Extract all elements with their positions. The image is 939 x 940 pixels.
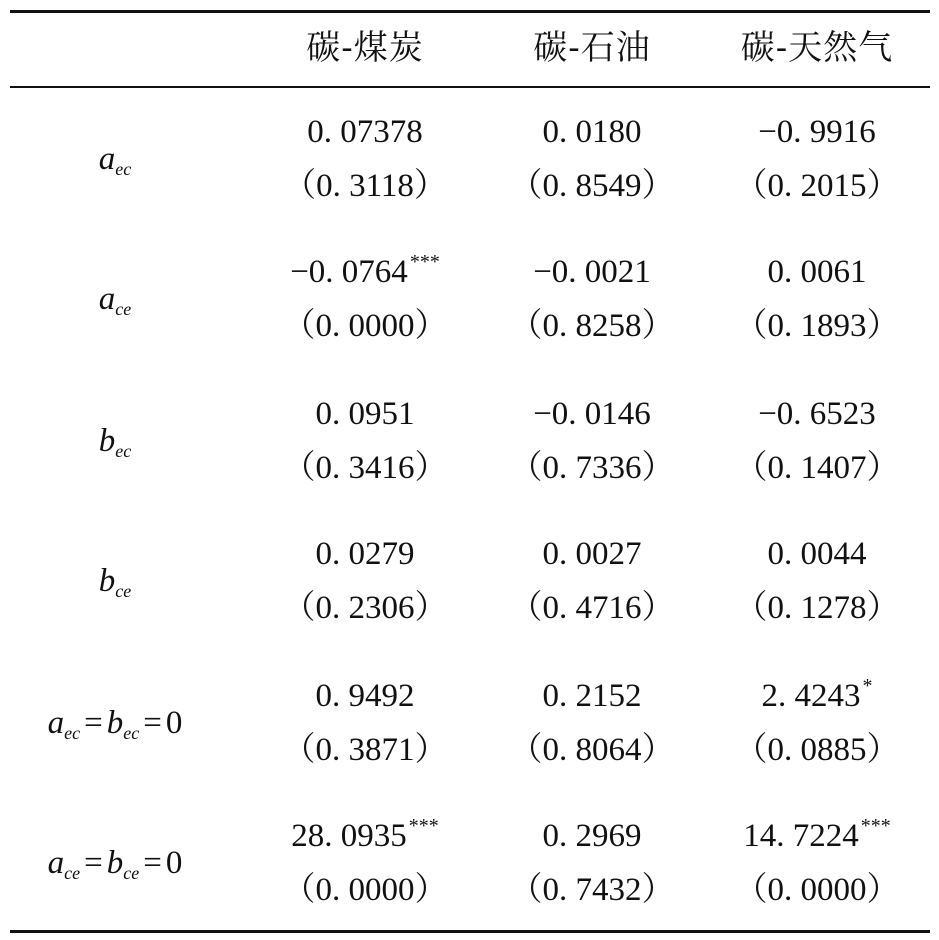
coefficient-value bbox=[250, 387, 480, 441]
label-symbol: a bbox=[47, 705, 65, 741]
coefficient-value bbox=[250, 105, 480, 159]
header-oil: 碳-石油 bbox=[533, 28, 651, 68]
label-symbol: b bbox=[106, 845, 124, 881]
label-symbol: b bbox=[98, 423, 116, 459]
coefficient-value bbox=[700, 809, 934, 863]
label-subscript: ce bbox=[115, 581, 132, 601]
label-symbol: b bbox=[98, 563, 116, 599]
p-value: （0. 8549） bbox=[509, 168, 675, 204]
p-value: （0. 0000） bbox=[734, 872, 900, 908]
label-subscript: ec bbox=[115, 441, 132, 461]
label-symbol: a bbox=[98, 281, 116, 317]
coefficient-text: −0. 6523 bbox=[758, 396, 876, 432]
table-cell bbox=[478, 527, 706, 635]
label-number: 0 bbox=[165, 845, 183, 881]
row-label bbox=[10, 132, 220, 186]
table-cell bbox=[478, 105, 706, 213]
table-cell bbox=[700, 809, 934, 917]
label-subscript: ce bbox=[64, 863, 81, 883]
row-label bbox=[10, 696, 220, 750]
label-symbol: a bbox=[47, 845, 65, 881]
coefficient-text: 0. 0044 bbox=[767, 536, 867, 572]
table-cell bbox=[250, 105, 480, 213]
coefficient-text: 0. 2152 bbox=[542, 678, 642, 714]
coefficient-value bbox=[250, 527, 480, 581]
significance-stars: *** bbox=[860, 815, 891, 837]
p-value: （0. 0000） bbox=[282, 308, 448, 344]
coefficient-text: −0. 0021 bbox=[533, 254, 651, 290]
coefficient-text: 0. 0951 bbox=[315, 396, 415, 432]
label-subscript: ce bbox=[115, 299, 132, 319]
coefficient-text: −0. 0146 bbox=[533, 396, 651, 432]
coefficient-text: 0. 07378 bbox=[307, 114, 423, 150]
coefficient-value bbox=[478, 105, 706, 159]
label-operator: = bbox=[143, 705, 162, 741]
table-cell bbox=[250, 809, 480, 917]
row-label bbox=[10, 554, 220, 608]
header-rule bbox=[10, 86, 930, 88]
coefficient-value bbox=[478, 527, 706, 581]
table-cell bbox=[478, 669, 706, 777]
coefficient-text: −0. 9916 bbox=[758, 114, 876, 150]
p-value: （0. 2015） bbox=[734, 168, 900, 204]
label-operator: = bbox=[84, 705, 103, 741]
coefficient-value bbox=[478, 669, 706, 723]
coefficient-value bbox=[478, 387, 706, 441]
label-symbol: a bbox=[98, 141, 116, 177]
label-subscript: ec bbox=[123, 723, 140, 743]
table-cell bbox=[700, 387, 934, 495]
header-coal: 碳-煤炭 bbox=[306, 28, 424, 68]
coefficient-text: 28. 0935 bbox=[291, 818, 407, 854]
bottom-rule bbox=[10, 930, 930, 933]
coefficient-text: 0. 2969 bbox=[542, 818, 642, 854]
p-value: （0. 0885） bbox=[734, 732, 900, 768]
coefficient-value bbox=[478, 809, 706, 863]
p-value: （0. 7336） bbox=[509, 450, 675, 486]
label-operator: = bbox=[143, 845, 162, 881]
p-value: （0. 0000） bbox=[282, 872, 448, 908]
p-value: （0. 3416） bbox=[282, 450, 448, 486]
label-operator: = bbox=[84, 845, 103, 881]
p-value: （0. 8064） bbox=[509, 732, 675, 768]
table-cell bbox=[478, 387, 706, 495]
row-label bbox=[10, 272, 220, 326]
table-cell bbox=[250, 387, 480, 495]
table-cell bbox=[700, 527, 934, 635]
coefficient-text: −0. 0764 bbox=[290, 254, 408, 290]
table-cell bbox=[250, 527, 480, 635]
coefficient-text: 0. 0061 bbox=[767, 254, 867, 290]
row-label bbox=[10, 414, 220, 468]
p-value: （0. 1893） bbox=[734, 308, 900, 344]
coefficient-text: 0. 0180 bbox=[542, 114, 642, 150]
label-subscript: ec bbox=[64, 723, 81, 743]
top-rule bbox=[10, 10, 930, 13]
significance-stars: *** bbox=[409, 251, 440, 273]
coefficient-value bbox=[700, 105, 934, 159]
table-cell bbox=[700, 669, 934, 777]
coefficient-text: 0. 9492 bbox=[315, 678, 415, 714]
table-cell bbox=[700, 105, 934, 213]
coefficient-text: 0. 0027 bbox=[542, 536, 642, 572]
table-cell bbox=[478, 245, 706, 353]
coefficient-value bbox=[250, 669, 480, 723]
header-natural-gas: 碳-天然气 bbox=[740, 28, 894, 68]
table-cell bbox=[250, 245, 480, 353]
coefficient-value bbox=[700, 669, 934, 723]
label-number: 0 bbox=[165, 705, 183, 741]
table-cell bbox=[250, 669, 480, 777]
label-subscript: ec bbox=[115, 159, 132, 179]
p-value: （0. 2306） bbox=[282, 590, 448, 626]
coefficient-value bbox=[250, 809, 480, 863]
row-label bbox=[10, 836, 220, 890]
coefficient-text: 0. 0279 bbox=[315, 536, 415, 572]
p-value: （0. 8258） bbox=[509, 308, 675, 344]
p-value: （0. 3118） bbox=[283, 168, 447, 204]
coefficient-value bbox=[250, 245, 480, 299]
p-value: （0. 7432） bbox=[509, 872, 675, 908]
coefficient-value bbox=[700, 387, 934, 441]
label-subscript: ce bbox=[123, 863, 140, 883]
table-cell bbox=[700, 245, 934, 353]
coefficient-value bbox=[700, 245, 934, 299]
table-cell bbox=[478, 809, 706, 917]
p-value: （0. 4716） bbox=[509, 590, 675, 626]
coefficient-text: 14. 7224 bbox=[743, 818, 859, 854]
coefficient-value bbox=[700, 527, 934, 581]
p-value: （0. 1278） bbox=[734, 590, 900, 626]
p-value: （0. 1407） bbox=[734, 450, 900, 486]
coefficient-value bbox=[478, 245, 706, 299]
coefficient-text: 2. 4243 bbox=[761, 678, 861, 714]
significance-stars: * bbox=[862, 675, 873, 697]
label-symbol: b bbox=[106, 705, 124, 741]
significance-stars: *** bbox=[408, 815, 439, 837]
p-value: （0. 3871） bbox=[282, 732, 448, 768]
